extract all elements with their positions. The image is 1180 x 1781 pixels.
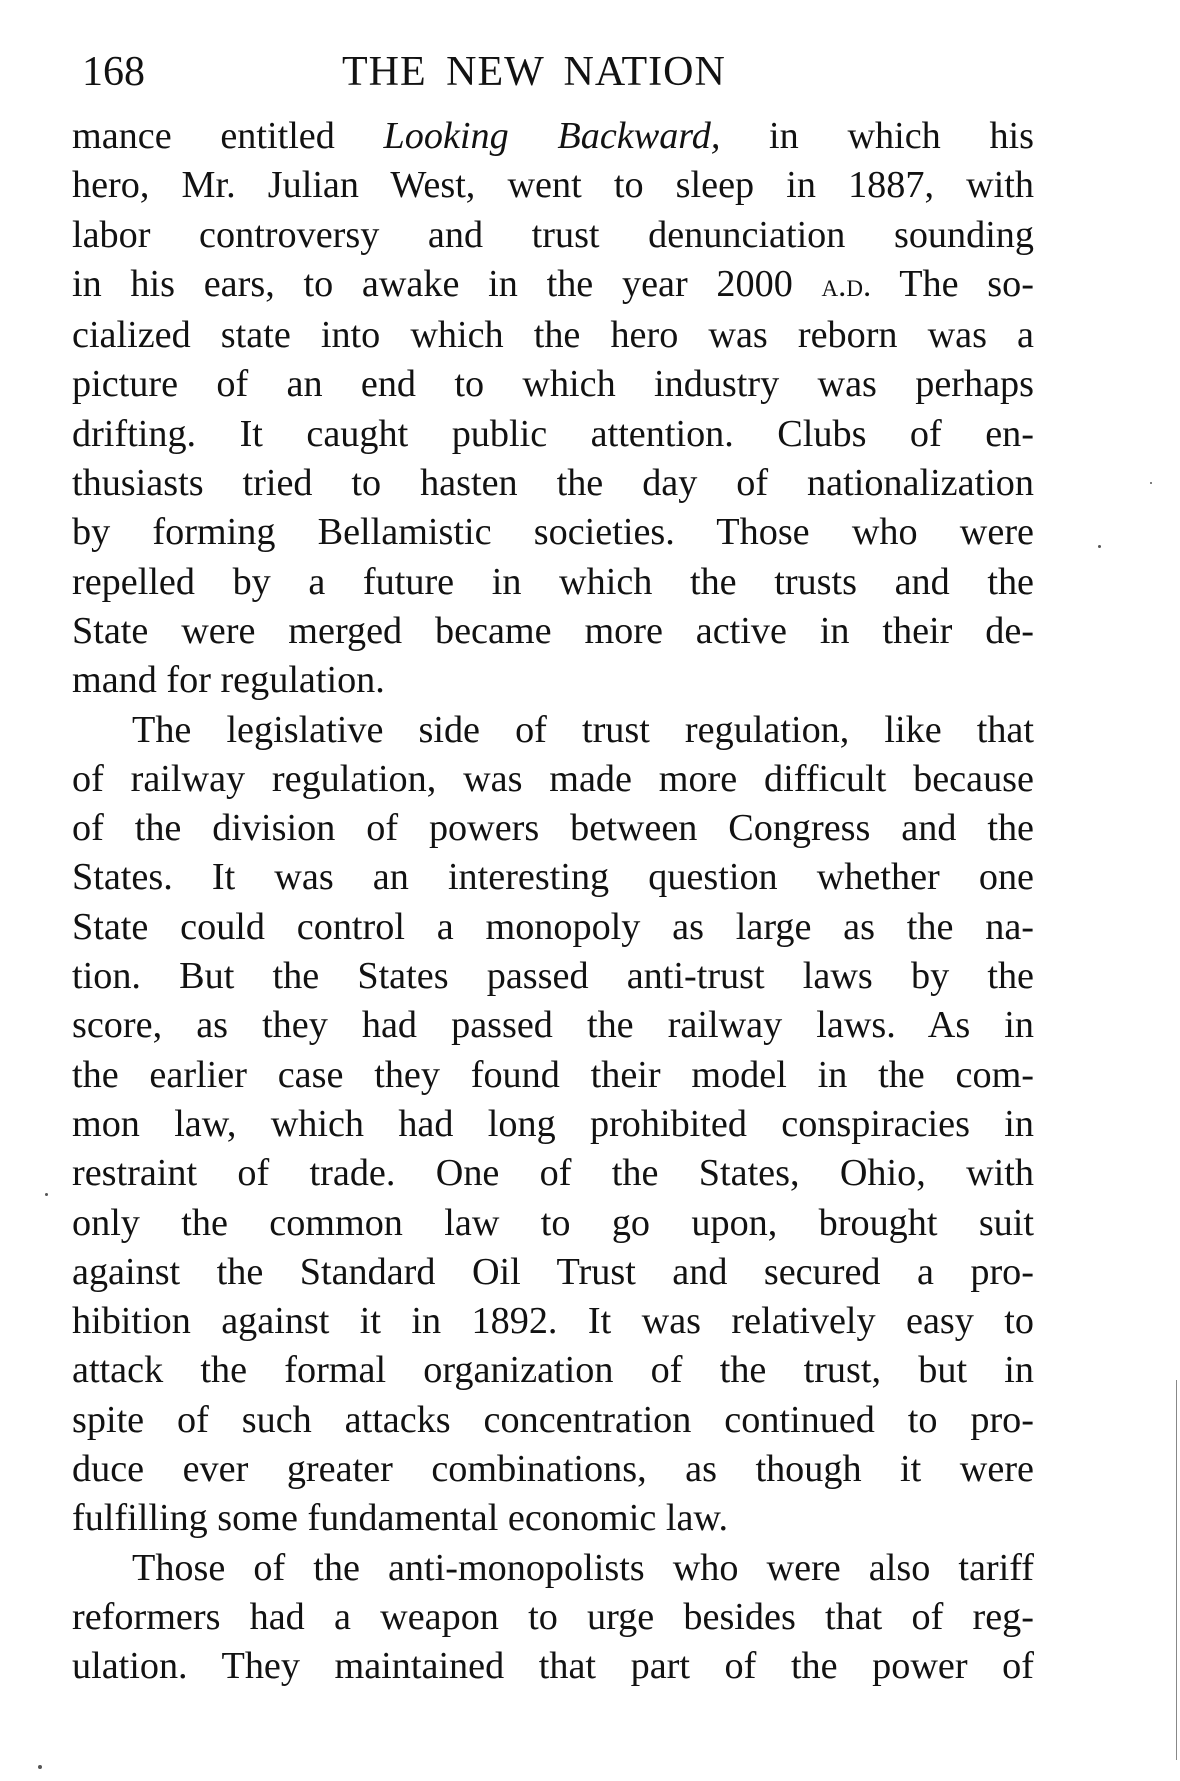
text-line [72, 1593, 1034, 1642]
text-run: labor controversy and trust denunciation sounding [72, 213, 1034, 256]
text-line [72, 260, 1034, 311]
body-text [72, 112, 1034, 1692]
text-run: in his ears, to awake in the year 2000 [72, 262, 822, 305]
text-run: the earlier case they found their model in the com- [72, 1053, 1034, 1096]
text-line [72, 853, 1034, 902]
text-run: picture of an end to which industry was perhaps [72, 363, 1034, 406]
text-line [72, 1001, 1034, 1050]
text-line [72, 656, 1034, 705]
text-line [72, 1248, 1034, 1297]
text-run: of the division of powers between Congress and the [72, 807, 1034, 850]
text-run: score, as they had passed the railway laws. As in [72, 1004, 1034, 1047]
text-run: spite of such attacks concentration continued to pro- [72, 1398, 1034, 1441]
text-run: Those of the anti-monopolists who were also tariff [132, 1546, 1034, 1589]
text-run: cialized state into which the hero was reborn was a [72, 314, 1034, 357]
text-line [72, 903, 1034, 952]
text-run: by forming Bellamistic societies. Those who were [72, 511, 1034, 554]
text-run: State were merged became more active in their de- [72, 609, 1034, 652]
text-line [72, 1494, 1034, 1543]
text-line [72, 1149, 1034, 1198]
scan-speck [45, 1193, 48, 1196]
text-line [72, 1346, 1034, 1395]
text-run: tion. But the States passed anti-trust laws by the [72, 955, 1034, 998]
text-line [72, 706, 1034, 755]
text-line [72, 1642, 1034, 1691]
text-line [72, 1051, 1034, 1100]
text-line [72, 607, 1034, 656]
text-run: reformers had a weapon to urge besides that of reg- [72, 1595, 1034, 1638]
text-run: drifting. It caught public attention. Clubs of en- [72, 412, 1034, 455]
text-run: fulfilling some fundamental economic law. [72, 1497, 729, 1540]
text-run: against the Standard Oil Trust and secured a pro- [72, 1250, 1034, 1293]
text-line [72, 112, 1034, 161]
italic-title: Looking Backward, [383, 115, 721, 157]
text-run: thusiasts tried to hasten the day of nationalization [72, 462, 1034, 505]
text-line [72, 1544, 1034, 1593]
scan-speck [1098, 545, 1101, 548]
text-run: hero, Mr. Julian West, went to sleep in 1887, with [72, 164, 1034, 207]
text-run: The so- [871, 262, 1034, 305]
page-number: 168 [82, 49, 145, 95]
text-line [72, 952, 1034, 1001]
text-line [72, 804, 1034, 853]
text-run: in which his [720, 115, 1035, 157]
text-line [72, 360, 1034, 409]
text-run: attack the formal organization of the trust, but in [72, 1349, 1034, 1392]
text-line [72, 558, 1034, 607]
text-line [72, 1297, 1034, 1346]
text-run: repelled by a future in which the trusts and the [72, 560, 1034, 603]
text-run: States. It was an interesting question whether one [72, 856, 1034, 899]
paragraph [72, 1544, 1034, 1692]
text-line [72, 508, 1034, 557]
text-run: The legislative side of trust regulation, like that [132, 708, 1034, 751]
text-run: mon law, which had long prohibited conspiracies in [72, 1102, 1034, 1145]
text-line [72, 311, 1034, 360]
text-run: restraint of trade. One of the States, Ohio, with [72, 1152, 1034, 1195]
text-line [72, 211, 1034, 260]
text-run: only the common law to go upon, brought suit [72, 1201, 1034, 1244]
text-run: of railway regulation, was made more difficult because [72, 757, 1034, 800]
text-line [72, 161, 1034, 210]
text-line [72, 1396, 1034, 1445]
text-run: State could control a monopoly as large as the na- [72, 905, 1034, 948]
text-run: mance entitled [72, 115, 384, 157]
text-run: mand for regulation. [72, 659, 385, 702]
paragraph [72, 706, 1034, 1544]
text-line [72, 1445, 1034, 1494]
running-title: THE NEW NATION [342, 49, 726, 95]
text-line [72, 459, 1034, 508]
scan-speck [1150, 482, 1152, 484]
text-run: duce ever greater combinations, as though it were [72, 1448, 1034, 1491]
text-line [72, 1100, 1034, 1149]
paragraph [72, 112, 1034, 706]
text-line [72, 1199, 1034, 1248]
text-line [72, 410, 1034, 459]
scan-edge-mark [1176, 1380, 1177, 1760]
text-run: hibition against it in 1892. It was relatively easy to [72, 1300, 1034, 1343]
small-caps-text: a.d. [821, 267, 872, 304]
text-run: ulation. They maintained that part of the power of [72, 1645, 1034, 1688]
scan-speck [38, 1765, 42, 1769]
page-header [82, 42, 1030, 102]
text-line [72, 755, 1034, 804]
